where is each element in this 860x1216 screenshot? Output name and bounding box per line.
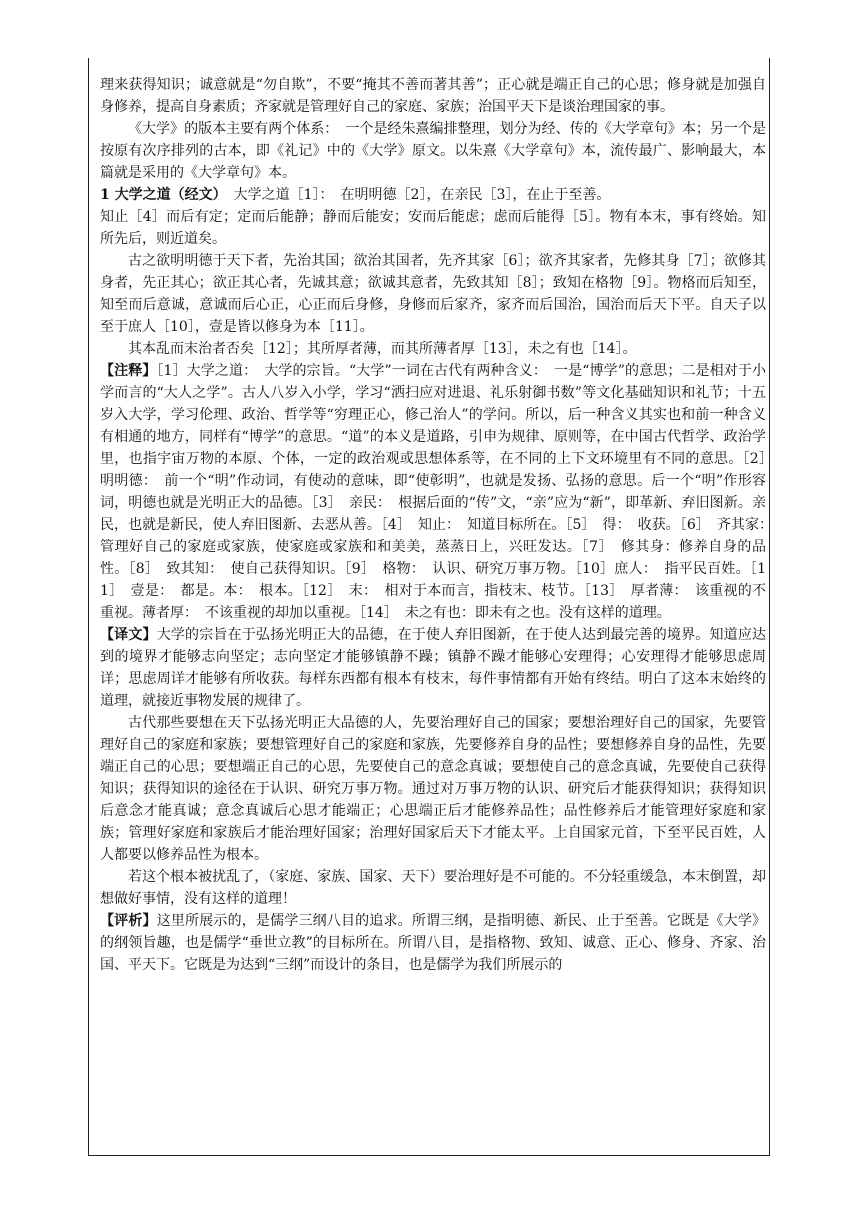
section-heading: 1 大学之道（经文） [100, 187, 220, 203]
text-box [88, 58, 780, 1156]
commentary-paragraph [100, 910, 766, 976]
section-heading-paragraph [100, 184, 766, 206]
paragraph: 若这个根本被扰乱了，（家庭、家族、国家、天下）要治理好是不可能的。不分轻重缓急，本末倒置，却想做好事情，没有这样的道理！ [100, 869, 766, 907]
paragraph: 古代那些要想在天下弘扬光明正大品德的人，先要治理好自己的国家；要想治理好自己的国家，先要管理好自己的家庭和家族；要想管理好自己的家庭和家族，先要修养自身的品性；要想修养自身的品性，先要端正自己的心思；要想端正自己的心思，先要使自己的意念真诚；要想使自己的意念真诚，先要使自己获得知识；获得知识的途径在于认识、研究万事万物。通过对万事万物的认识、研究后才能获得知识；获得知识后意念才能真诚；意念真诚后心思才能端正；心思端正后才能修养品性；品性修养后才能管理好家庭和家族；管理好家庭和家族后才能治理好国家；治理好国家后天下才能太平。上自国家元首，下至平民百姓，人人都要以修养品性为根本。 [100, 715, 766, 863]
paragraph: 理来获得知识；诚意就是“勿自欺”，不要“掩其不善而著其善”；正心就是端正自己的心思；修身就是加强自身修养，提高自身素质；齐家就是管理好自己的家庭、家族；治国平天下是谈治理国家的事。 [100, 77, 766, 115]
notes-text: ［1］大学之道： 大学的宗旨。“大学”一词在古代有两种含义： 一是“博学”的意思；二是相对于小学而言的“大人之学”。古人八岁入小学，学习“洒扫应对进退、礼乐射御书数”等文化基础知识和礼节；十五岁入大学，学习伦理、政治、哲学等“穷理正心，修己治人”的学问。所以，后一种含义其实也和前一种含义有相通的地方，同样有“博学”的意思。“道”的本义是道路，引申为规律、原则等，在中国古代哲学、政治学里，也指宇宙万物的本原、个体，一定的政治观或思想体系等，在不同的上下文环境里有不同的意思。［2］ 明明德： 前一个“明”作动词，有使动的意味，即“使彰明”，也就是发扬、弘扬的意思。后一个“明”作形容词，明德也就是光明正大的品德。［3］ 亲民： 根据后面的“传”文，“亲”应为“新”，即革新、弃旧图新。亲民，也就是新民，使人弃旧图新、去恶从善。［4］ 知止： 知道目标所在。［5］ 得： 收获。［6］ 齐其家： 管理好自己的家庭或家族，使家庭或家族和和美美，蒸蒸日上，兴旺发达。［7］ 修其身：修养自身的品性。［8］ 致其知： 使自己获得知识。［9］ 格物： 认识、研究万事万物。［10］庶人： 指平民百姓。［11］ 壹是： 都是。本： 根本。［12］ 末： 相对于本而言，指枝末、枝节。［13］ 厚者薄： 该重视的不重视。薄者厚： 不该重视的却加以重视。［14］ 未之有也：即未有之也。没有这样的道理。 [100, 363, 780, 621]
paragraph: 知止［4］而后有定；定而后能静；静而后能安；安而后能虑；虑而后能得［5］。物有本末，事有终始。知所先后，则近道矣。 [100, 209, 766, 247]
paragraph: 古之欲明明德于天下者，先治其国；欲治其国者，先齐其家［6］；欲齐其家者，先修其身［7］；欲修其身者，先正其心；欲正其心者，先诚其意；欲诚其意者，先致其知［8］；致知在格物［9］。物格而后知至，知至而后意诚，意诚而后心正，心正而后身修，身修而后家齐，家齐而后国治，国治而后天下平。自天子以至于庶人［10］，壹是皆以修身为本［11］。 [100, 253, 766, 335]
classic-text: 大学之道［1］： 在明明德［2］，在亲民［3］，在止于至善。 [233, 187, 611, 203]
translation-paragraph [100, 624, 766, 712]
commentary-text: 这里所展示的，是儒学三纲八目的追求。所谓三纲，是指明德、新民、止于至善。它既是《大学》的纲领旨趣，也是儒学“垂世立教”的目标所在。所谓八目，是指格物、致知、诚意、正心、修身、齐家、治国、平天下。它既是为达到“三纲”而设计的条目，也是儒学为我们所展示的 [100, 913, 767, 973]
translation-label: 【译文】 [100, 627, 157, 643]
paragraph: 《大学》的版本主要有两个体系： 一个是经朱熹编排整理，划分为经、传的《大学章句》本；另一个是按原有次序排列的古本，即《礼记》中的《大学》原文。以朱熹《大学章句》本，流传最广、影响最大，本篇就是采用的《大学章句》本。 [100, 121, 766, 181]
paragraph: 其本乱而末治者否矣［12］；其所厚者薄，而其所薄者厚［13］，未之有也［14］。 [128, 341, 637, 357]
notes-label: 【注释】 [100, 363, 157, 379]
translation-text: 大学的宗旨在于弘扬光明正大的品德，在于使人弃旧图新，在于使人达到最完善的境界。知道应达到的境界才能够志向坚定；志向坚定才能够镇静不躁；镇静不躁才能够心安理得；心安理得才能够思虑周详；思虑周详才能够有所收获。每样东西都有根本有枝末，每件事情都有开始有终结。明白了这本末始终的道理，就接近事物发展的规律了。 [100, 627, 767, 709]
notes-paragraph [100, 360, 780, 624]
commentary-label: 【评析】 [100, 913, 157, 929]
